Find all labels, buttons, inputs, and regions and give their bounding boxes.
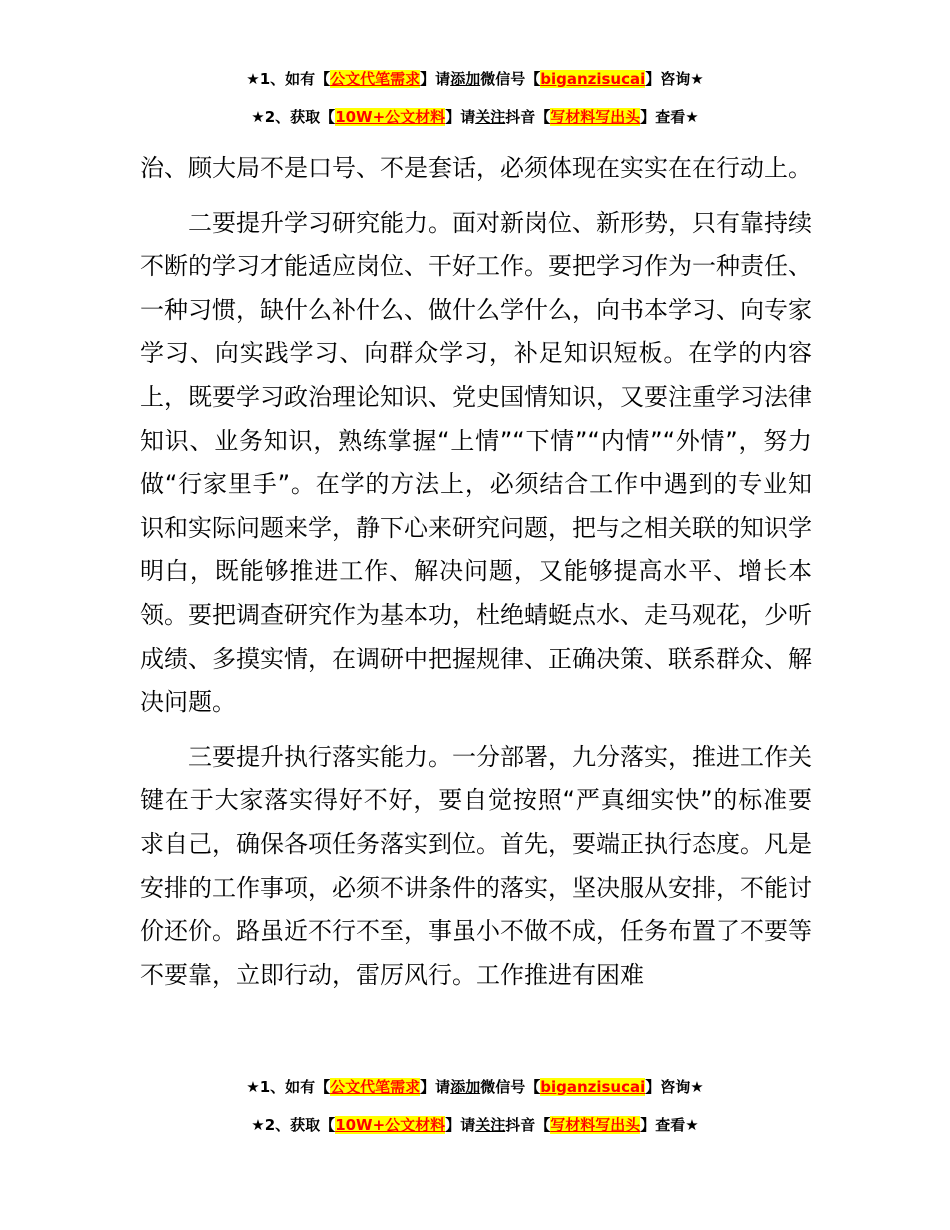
header-line-1-highlight-service: 公文代笔需求 [330, 70, 421, 88]
header-line-1-underlined: 添加 [450, 70, 481, 88]
header-line-1-suffix: 】咨询★ [645, 70, 704, 88]
header-line-1-mid: 】请 [420, 70, 451, 88]
paragraph-continuation: 治、顾大局不是口号、不是套话，必须体现在实实在在行动上。 [140, 154, 812, 182]
footer-line-1-mid: 】请 [420, 1078, 451, 1096]
header-line-1-mid2: 微信号【 [480, 70, 541, 88]
header-line-2-suffix: 】查看★ [640, 108, 699, 126]
footer-line-1 [0, 1076, 950, 1098]
header-line-2-underlined: 关注 [475, 108, 506, 126]
footer-line-1-prefix: ★1、如有【 [246, 1078, 331, 1096]
header-line-2-mid: 】请 [445, 108, 476, 126]
paragraph-execution: 三要提升执行落实能力。一分部署，九分落实，推进工作关键在于大家落实得好不好，要自觉按照“严真细实快”的标准要求自己，确保各项任务落实到位。首先，要端正执行态度。凡是安排的工作事项，必须不讲条件的落实，坚决服从安排，不能讨价还价。路虽近不行不至，事虽小不做不成，任务布置了不要等不要靠，立即行动，雷厉风行。工作推进有困难 [140, 742, 812, 989]
document-body [140, 147, 812, 997]
paragraph-learning-research: 二要提升学习研究能力。面对新岗位、新形势，只有靠持续不断的学习才能适应岗位、干好工作。要把学习作为一种责任、一种习惯，缺什么补什么、做什么学什么，向书本学习、向专家学习、向实践学习、向群众学习，补足知识短板。在学的内容上，既要学习政治理论知识、党史国情知识，又要注重学习法律知识、业务知识，熟练掌握“上情”“下情”“内情”“外情”，努力做“行家里手”。在学的方法上，必须结合工作中遇到的专业知识和实际问题来学，静下心来研究问题，把与之相关联的知识学明白，既能够推进工作、解决问题，又能够提高水平、增长本领。要把调查研究作为基本功，杜绝蜻蜓点水、走马观花，少听成绩、多摸实情，在调研中把握规律、正确决策、联系群众、解决问题。 [140, 208, 812, 717]
footer-line-2 [0, 1114, 950, 1136]
header-line-1 [0, 68, 950, 90]
header-line-2-highlight-materials: 10W+公文材料 [335, 108, 446, 126]
footer-line-1-highlight-wechat: biganzisucai [540, 1078, 646, 1096]
header-line-1-highlight-wechat: biganzisucai [540, 70, 646, 88]
footer-line-1-highlight-service: 公文代笔需求 [330, 1078, 421, 1096]
footer-line-2-prefix: ★2、获取【 [251, 1116, 336, 1134]
header-line-2-highlight-douyin: 写材料写出头 [550, 108, 641, 126]
footer-line-1-mid2: 微信号【 [480, 1078, 541, 1096]
footer-line-2-suffix: 】查看★ [640, 1116, 699, 1134]
footer-line-1-suffix: 】咨询★ [645, 1078, 704, 1096]
footer-line-2-mid: 】请 [445, 1116, 476, 1134]
footer-line-2-highlight-douyin: 写材料写出头 [550, 1116, 641, 1134]
footer-line-2-mid2: 抖音【 [505, 1116, 551, 1134]
footer-line-1-underlined: 添加 [450, 1078, 481, 1096]
footer-line-2-highlight-materials: 10W+公文材料 [335, 1116, 446, 1134]
footer-line-2-underlined: 关注 [475, 1116, 506, 1134]
header-line-2 [0, 106, 950, 128]
header-line-2-prefix: ★2、获取【 [251, 108, 336, 126]
header-line-1-prefix: ★1、如有【 [246, 70, 331, 88]
header-line-2-mid2: 抖音【 [505, 108, 551, 126]
